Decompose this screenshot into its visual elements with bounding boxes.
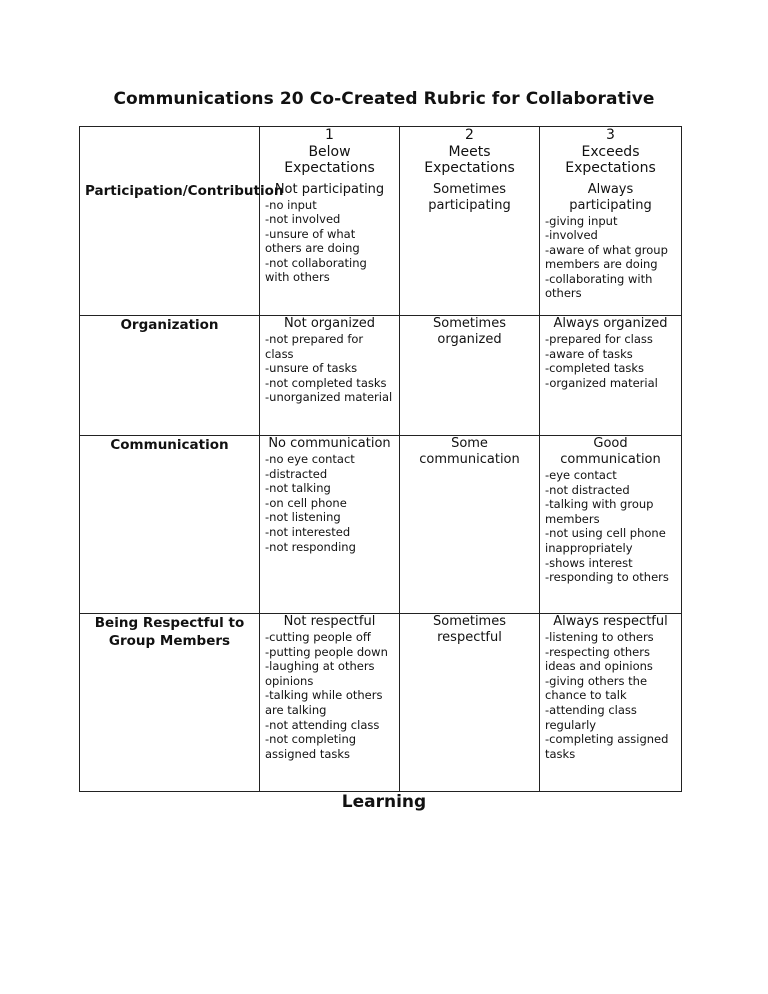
level-description: Always respectful [553,614,668,629]
indicator-item: -putting people down [265,644,388,659]
indicator-item: -no eye contact [265,452,355,466]
indicator-item: -shows interest [545,555,633,570]
indicator-item: -completing assigned tasks [545,732,669,761]
indicator-item: -not listening [265,510,341,525]
level-label: Expectations [284,160,375,176]
level-description: No communication [268,436,391,451]
indicator-item: -respecting others ideas and opinions [545,644,653,674]
indicator-list [545,630,676,761]
rubric-cell [400,614,540,792]
indicator-list [545,332,676,390]
level-description: Sometimes participating [428,181,511,213]
rubric-cell [400,182,540,316]
indicator-item: -unsure of what others are doing [265,226,360,256]
indicator-item: -no input [265,197,317,212]
criterion-label: Organization [80,316,260,436]
document-title-continued: Learning [341,792,427,812]
level-label: Expectations [424,160,515,176]
level-label: Meets [448,143,491,160]
indicator-list [545,214,676,302]
rubric-cell [260,614,400,792]
indicator-item: -aware of what group members are doing [545,242,668,272]
indicator-item: -not responding [265,539,356,554]
rubric-table [79,126,682,792]
indicator-item: -on cell phone [265,495,347,510]
criterion-label: Being Respectful to Group Members [80,614,260,792]
level-number: 2 [465,127,474,143]
indicator-item: -not attending class [265,717,380,732]
criterion-label: Communication [80,436,260,614]
level-number: 1 [325,127,334,143]
indicator-item: -distracted [265,466,328,481]
header-level-1 [260,127,400,182]
indicator-item: -attending class regularly [545,702,637,732]
indicator-list [545,468,676,585]
indicator-item: -not distracted [545,482,630,497]
indicator-item: -giving others the chance to talk [545,673,648,703]
rubric-cell [260,316,400,436]
header-level-2 [400,127,540,182]
document-title: Communications 20 Co-Created Rubric for Collaborative [113,89,655,109]
rubric-cell [400,316,540,436]
level-label: Expectations [565,160,656,176]
indicator-item: -cutting people off [265,630,371,644]
level-description: Some communication [419,436,520,467]
header-level-3 [540,127,682,182]
indicator-item: -not interested [265,524,351,539]
level-label: Exceeds [581,143,640,160]
rubric-row-communication [80,436,682,614]
rubric-cell [540,182,682,316]
indicator-item: -talking with group members [545,497,654,526]
indicator-item: -completed tasks [545,361,645,376]
level-label: Below [308,143,351,160]
level-description: Always participating [569,181,652,213]
indicator-item: -organized material [545,375,658,390]
indicator-item: -not talking [265,481,331,496]
level-number: 3 [606,127,615,143]
rubric-cell [540,614,682,792]
rubric-cell [540,436,682,614]
rubric-row-respect [80,614,682,792]
indicator-item: -not using cell phone inappropriately [545,526,666,555]
indicator-list [265,630,394,761]
indicator-item: -not completing assigned tasks [265,732,357,761]
indicator-item: -involved [545,228,598,243]
indicator-item: -not collaborating with others [265,255,367,285]
level-description: Sometimes organized [432,316,506,347]
rubric-cell [260,182,400,316]
level-description: Sometimes respectful [432,614,506,645]
indicator-item: -giving input [545,213,618,228]
indicator-item: -not involved [265,212,341,227]
level-description: Not participating [274,181,385,197]
level-description: Not organized [283,316,376,331]
indicator-item: -not completed tasks [265,375,387,390]
level-description: Good communication [560,436,661,467]
rubric-cell [400,436,540,614]
indicator-list [265,452,394,554]
level-description: Always organized [553,316,668,331]
criterion-label: Participation/Contribution [80,182,260,316]
rubric-cell [540,316,682,436]
indicator-item: -laughing at others opinions [265,659,375,688]
indicator-item: -not prepared for class [265,332,364,361]
indicator-item: -aware of tasks [545,346,633,361]
indicator-item: -eye contact [545,468,617,482]
rubric-cell [260,436,400,614]
rubric-row-participation [80,182,682,316]
rubric-row-organization [80,316,682,436]
indicator-item: -prepared for class [545,332,653,346]
indicator-item: -listening to others [545,630,654,644]
indicator-item: -collaborating with others [545,271,653,301]
indicator-list [265,332,394,405]
header-blank-cell [80,127,260,182]
indicator-list [265,198,394,286]
indicator-item: -responding to others [545,570,669,585]
indicator-item: -unsure of tasks [265,361,358,376]
header-row [80,127,682,182]
indicator-item: -unorganized material [265,390,393,405]
indicator-item: -talking while others are talking [265,688,383,717]
level-description: Not respectful [283,614,376,629]
